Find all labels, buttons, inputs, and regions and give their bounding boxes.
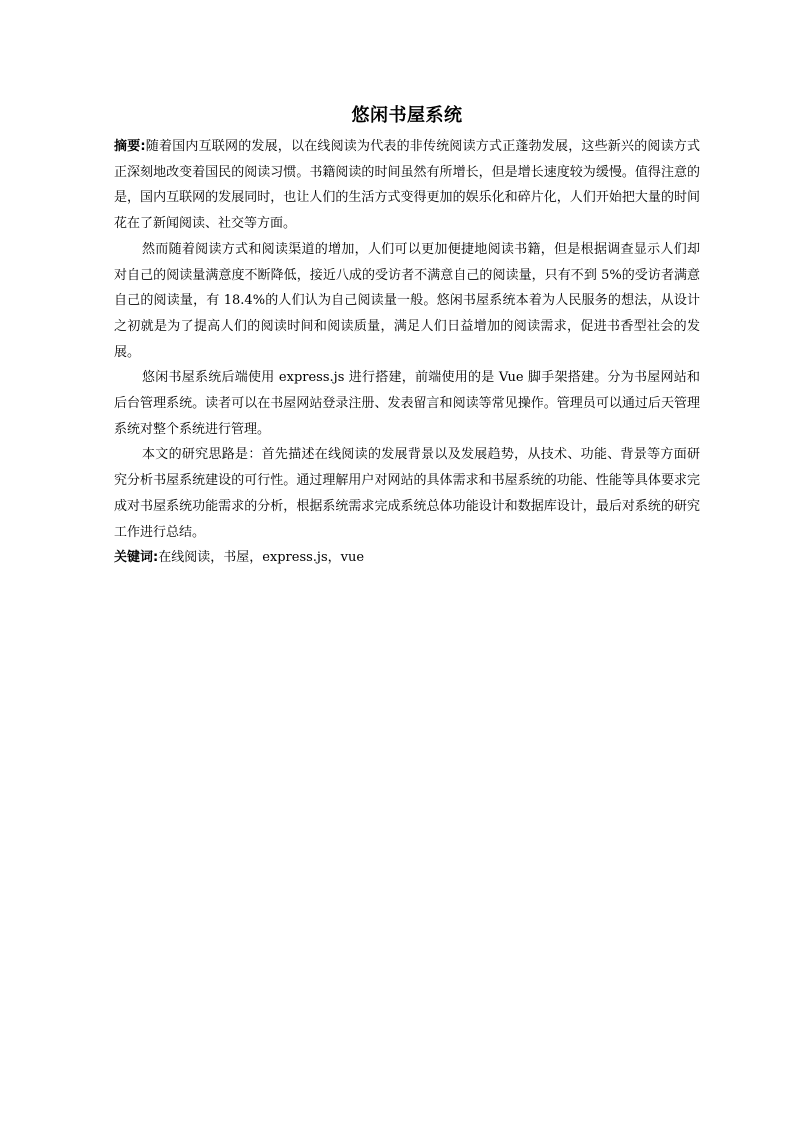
abstract-paragraph-3: 悠闲书屋系统后端使用 express.js 进行搭建，前端使用的是 Vue 脚手架搭建。分为书屋网站和后台管理系统。读者可以在书屋网站登录注册、发表留言和阅读等常见操作。管理员可以通过后天管理系统对整个系统进行管理。 — [114, 370, 700, 437]
abstract-paragraph-1 — [114, 134, 700, 237]
document-title: 悠闲书屋系统 — [351, 105, 463, 126]
abstract-paragraph-2: 然而随着阅读方式和阅读渠道的增加，人们可以更加便捷地阅读书籍，但是根据调查显示人们却对自己的阅读量满意度不断降低，接近八成的受访者不满意自己的阅读量，只有不到 5%的受访者满意自己的阅读量，有 18.4%的人们认为自己阅读量一般。悠闲书屋系统本着为人民服务的想法，从设计之初就是为了提高人们的阅读时间和阅读质量，满足人们日益增加的阅读需求，促进书香型社会的发展。 — [114, 241, 700, 360]
keywords-value: 在线阅读，书屋，express.js，vue — [158, 550, 365, 566]
keywords-line — [114, 545, 700, 571]
keywords-label: 关键词: — [114, 550, 159, 566]
abstract-label: 摘要: — [114, 139, 146, 154]
abstract-paragraph-4: 本文的研究思路是：首先描述在线阅读的发展背景以及发展趋势，从技术、功能、背景等方面研究分析书屋系统建设的可行性。通过理解用户对网站的具体需求和书屋系统的功能、性能等具体要求完成对书屋系统功能需求的分析，根据系统需求完成系统总体功能设计和数据库设计，最后对系统的研究工作进行总结。 — [114, 447, 700, 540]
abstract-paragraph-1-text: 随着国内互联网的发展，以在线阅读为代表的非传统阅读方式正蓬勃发展，这些新兴的阅读方式正深刻地改变着国民的阅读习惯。书籍阅读的时间虽然有所增长，但是增长速度较为缓慢。值得注意的是，国内互联网的发展同时，也让人们的生活方式变得更加的娱乐化和碎片化，人们开始把大量的时间花在了新闻阅读、社交等方面。 — [114, 139, 700, 232]
document-content — [114, 100, 700, 571]
